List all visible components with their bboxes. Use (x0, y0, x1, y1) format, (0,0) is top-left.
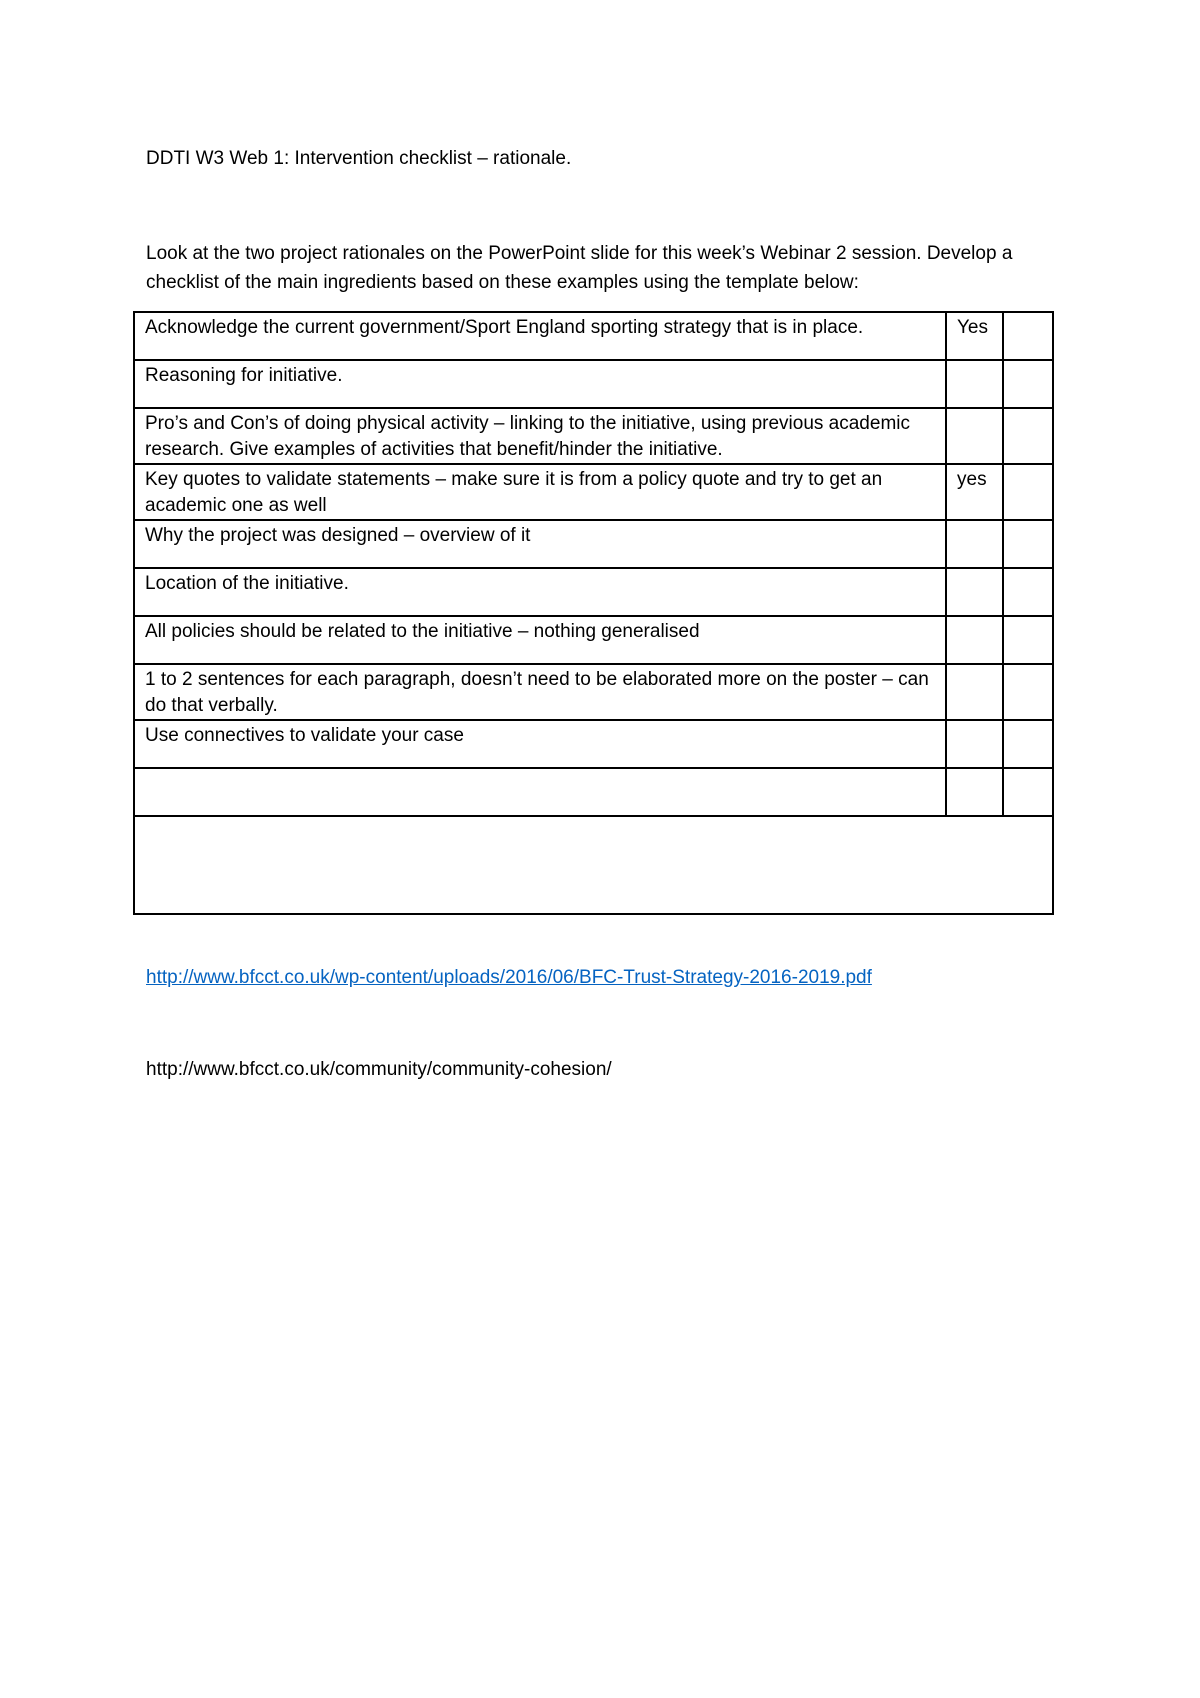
checklist-item-text[interactable]: Acknowledge the current government/Sport England sporting strategy that is in place. (134, 312, 946, 360)
checklist-extra-cell[interactable] (1003, 616, 1053, 664)
checklist-extra-cell[interactable] (1003, 360, 1053, 408)
checklist-extra-cell[interactable] (1003, 464, 1053, 520)
checklist-extra-cell[interactable] (1003, 720, 1053, 768)
strategy-pdf-link[interactable]: http://www.bfcct.co.uk/wp-content/uploads/2016/06/BFC-Trust-Strategy-2016-2019.pdf (146, 967, 872, 988)
table-row (134, 568, 1053, 616)
table-row (134, 312, 1053, 360)
checklist-extra-cell[interactable] (1003, 768, 1053, 816)
table-row (134, 464, 1053, 520)
table-row (134, 408, 1053, 464)
checklist-item-text[interactable]: Key quotes to validate statements – make sure it is from a policy quote and try to get an academic one as well (134, 464, 946, 520)
checklist-extra-cell[interactable] (1003, 408, 1053, 464)
intro-paragraph: Look at the two project rationales on the PowerPoint slide for this week’s Webinar 2 session. Develop a checklist of the main ingredients based on these examples using the template below: (146, 243, 1013, 293)
table-row (134, 360, 1053, 408)
checklist-mark-cell[interactable] (946, 664, 1003, 720)
checklist-table (133, 311, 1054, 915)
checklist-footer-cell[interactable] (134, 816, 1053, 914)
table-row (134, 664, 1053, 720)
community-cohesion-url: http://www.bfcct.co.uk/community/community-cohesion/ (146, 1059, 612, 1080)
checklist-item-text[interactable]: Reasoning for initiative. (134, 360, 946, 408)
checklist-mark-cell[interactable] (946, 520, 1003, 568)
checklist-item-text[interactable]: 1 to 2 sentences for each paragraph, doesn’t need to be elaborated more on the poster – can do that verbally. (134, 664, 946, 720)
checklist-mark-cell[interactable] (946, 768, 1003, 816)
checklist-item-text[interactable] (134, 768, 946, 816)
checklist-mark-cell[interactable]: Yes (946, 312, 1003, 360)
table-row (134, 520, 1053, 568)
checklist-item-text[interactable]: Location of the initiative. (134, 568, 946, 616)
checklist-mark-cell[interactable] (946, 360, 1003, 408)
document-title: DDTI W3 Web 1: Intervention checklist – rationale. (146, 148, 572, 169)
checklist-mark-cell[interactable] (946, 720, 1003, 768)
checklist-extra-cell[interactable] (1003, 568, 1053, 616)
checklist-extra-cell[interactable] (1003, 312, 1053, 360)
table-row (134, 768, 1053, 816)
table-row (134, 816, 1053, 914)
checklist-mark-cell[interactable] (946, 568, 1003, 616)
checklist-item-text[interactable]: Why the project was designed – overview of it (134, 520, 946, 568)
checklist-mark-cell[interactable] (946, 408, 1003, 464)
checklist-mark-cell[interactable] (946, 616, 1003, 664)
checklist-item-text[interactable]: All policies should be related to the initiative – nothing generalised (134, 616, 946, 664)
checklist-extra-cell[interactable] (1003, 664, 1053, 720)
table-row (134, 720, 1053, 768)
checklist-item-text[interactable]: Use connectives to validate your case (134, 720, 946, 768)
checklist-mark-cell[interactable]: yes (946, 464, 1003, 520)
table-row (134, 616, 1053, 664)
checklist-extra-cell[interactable] (1003, 520, 1053, 568)
checklist-item-text[interactable]: Pro’s and Con’s of doing physical activity – linking to the initiative, using previous academic research. Give examples of activities that benefit/hinder the initiative. (134, 408, 946, 464)
